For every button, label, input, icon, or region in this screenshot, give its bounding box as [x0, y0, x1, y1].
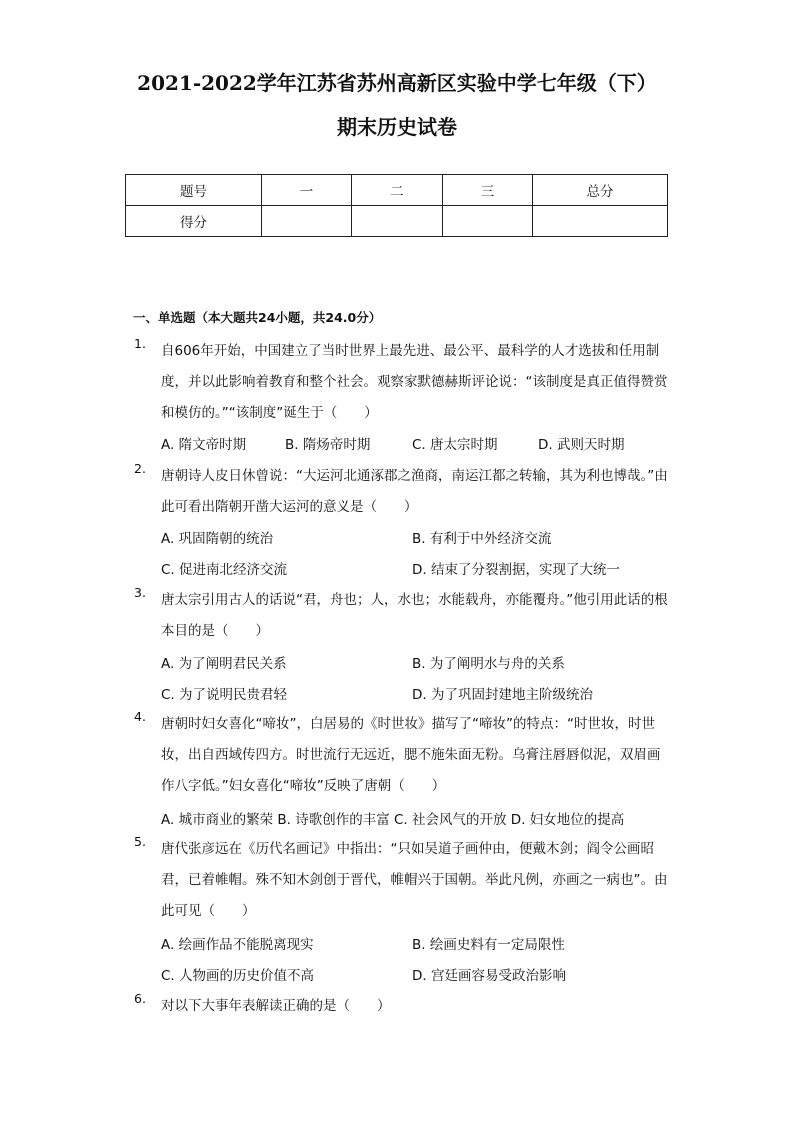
option-a: A. 巩固隋朝的统治 — [161, 531, 274, 547]
question-number: 6. — [134, 991, 146, 1006]
question-text: 唐朝时妇女喜化“啼妆”，白居易的《时世妆》描写了“啼妆”的特点：“时世妆，时世妆，出自西域传四方。时世流行无远近，腮不施朱面无粉。乌膏注唇唇似泥，双眉画作八字低。”妇女喜化“啼妆”反映了唐朝（ ） — [161, 716, 661, 794]
option-d: D. 为了巩固封建地主阶级统治 — [412, 687, 593, 703]
option-a: A. 隋文帝时期 — [161, 437, 247, 453]
option-d: D. 结束了分裂割据，实现了大统一 — [412, 562, 620, 578]
question-text: 唐代张彦远在《历代名画记》中指出：“只如吴道子画仲由，便戴木剑；阎令公画昭君，已着帷帽。殊不知木剑创于晋代，帷帽兴于国朝。举此凡例，亦画之一病也”。由此可见（ ） — [161, 841, 668, 919]
score-input-cell — [262, 206, 352, 237]
question-number: 4. — [134, 709, 146, 724]
option-d: D. 武则天时期 — [538, 437, 625, 453]
option-c: C. 人物画的历史价值不高 — [161, 968, 315, 984]
exam-title: 2021-2022学年江苏省苏州高新区实验中学七年级（下） — [137, 71, 657, 95]
score-input-cell — [533, 206, 668, 237]
question-number: 3. — [134, 585, 146, 600]
table-cell: 三 — [443, 175, 533, 206]
question-text: 自606年开始，中国建立了当时世界上最先进、最公平、最科学的人才选拔和任用制度，并以此影响着教育和整个社会。观察家默德赫斯评论说：“该制度是真正值得赞赏和模仿的。”“该制度”诞生于（ ） — [161, 343, 668, 421]
option-c: C. 促进南北经济交流 — [161, 562, 288, 578]
option-a: A. 绘画作品不能脱离现实 — [161, 937, 314, 953]
exam-subtitle: 期末历史试卷 — [337, 115, 457, 139]
score-table — [125, 174, 668, 237]
option-c: C. 唐太宗时期 — [412, 437, 498, 453]
score-table-score-row — [126, 206, 668, 237]
table-cell: 一 — [262, 175, 352, 206]
option-b: B. 为了阐明水与舟的关系 — [412, 656, 565, 672]
question-text: 唐朝诗人皮日休曾说：“大运河北通涿郡之渔商，南运江都之转输，其为利也博哉。”由此可看出隋朝开凿大运河的意义是（ ） — [161, 468, 668, 515]
question-number: 2. — [134, 461, 146, 476]
section-heading: 一、单选题（本大题共24小题，共24.0分） — [133, 310, 382, 325]
score-input-cell — [443, 206, 533, 237]
option-b: B. 绘画史料有一定局限性 — [412, 937, 565, 953]
option-b: B. 隋炀帝时期 — [285, 437, 371, 453]
option-c: C. 为了说明民贵君轻 — [161, 687, 288, 703]
question-number: 1. — [134, 336, 146, 351]
score-table-header-row — [126, 175, 668, 206]
option-b: B. 有利于中外经济交流 — [412, 531, 552, 547]
options-inline: A. 城市商业的繁荣 B. 诗歌创作的丰富 C. 社会风气的开放 D. 妇女地位的提高 — [161, 812, 625, 828]
question-number: 5. — [134, 834, 146, 849]
question-text: 对以下大事年表解读正确的是（ ） — [161, 998, 391, 1014]
table-cell: 总分 — [533, 175, 668, 206]
table-cell: 题号 — [126, 175, 262, 206]
table-cell: 得分 — [126, 206, 262, 237]
option-a: A. 为了阐明君民关系 — [161, 656, 287, 672]
table-cell: 二 — [352, 175, 443, 206]
option-d: D. 宫廷画容易受政治影响 — [412, 968, 566, 984]
score-input-cell — [352, 206, 443, 237]
question-text: 唐太宗引用古人的话说“君，舟也；人，水也；水能载舟，亦能覆舟。”他引用此话的根本目的是（ ） — [161, 592, 668, 639]
